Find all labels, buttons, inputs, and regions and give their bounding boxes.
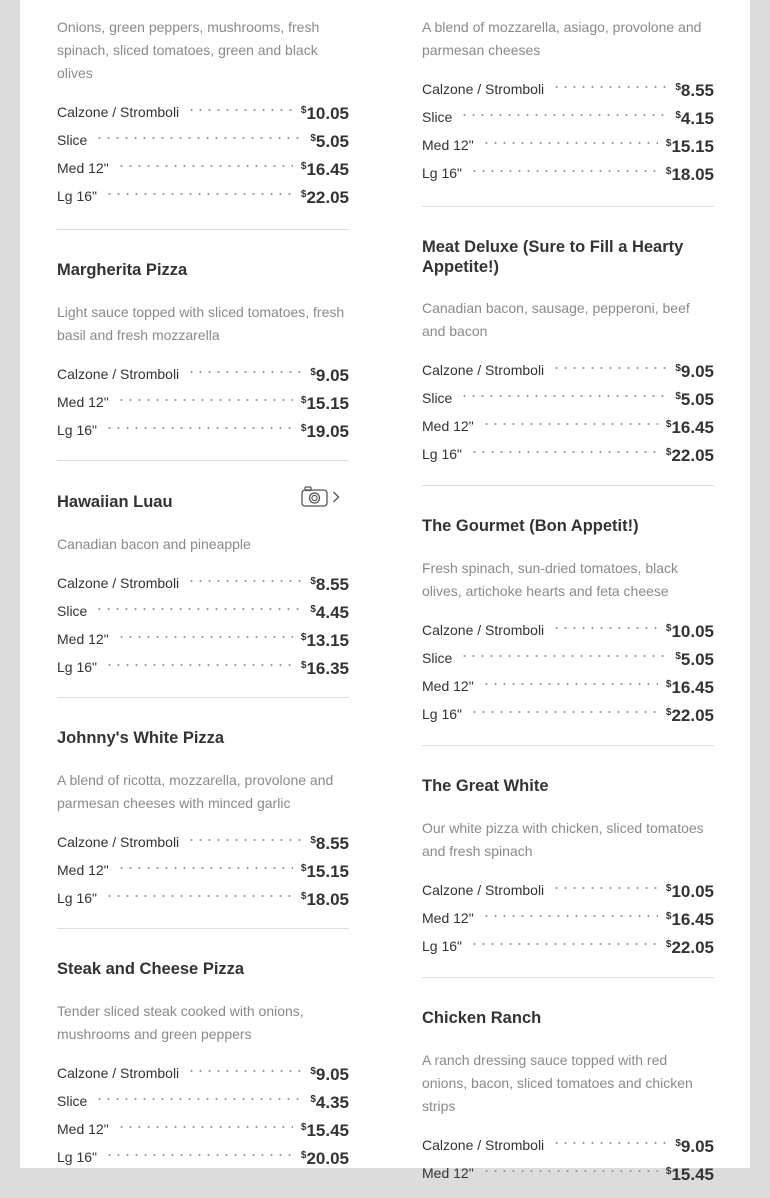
price-list [422,618,714,730]
price-amount: 8.55 [315,833,349,853]
price-row[interactable] [422,618,714,646]
price-row[interactable] [57,858,349,886]
price [310,830,349,855]
item-title: Johnny's White Pizza [57,729,225,747]
price-list [57,830,349,914]
size-label: Lg 16" [422,937,463,954]
price-row[interactable] [57,655,349,683]
price-row[interactable] [422,674,714,702]
size-label: Lg 16" [57,658,98,675]
currency-symbol: $ [665,910,672,922]
price-amount: 10.05 [671,621,714,641]
dot-leader [470,161,658,175]
price-amount: 9.05 [315,1064,349,1084]
price-amount: 5.05 [680,390,714,409]
price [675,77,714,102]
price [301,1117,349,1142]
price-row[interactable] [422,358,714,386]
camera-icon [301,486,328,507]
price-amount: 16.45 [671,909,714,929]
currency-symbol: $ [310,133,316,144]
dot-leader [460,105,667,119]
currency-symbol: $ [675,1137,681,1149]
dot-leader [105,886,293,900]
price [301,858,349,883]
currency-symbol: $ [300,890,307,902]
price-amount: 15.45 [306,1120,349,1140]
dot-leader [470,934,658,948]
size-label: Lg 16" [57,889,98,906]
dot-leader [105,1145,293,1159]
currency-symbol: $ [310,603,316,615]
item-title: The Great White [422,777,549,795]
size-label: Med 12" [57,160,109,176]
menu-item [57,698,349,929]
dot-leader [187,100,293,114]
dot-leader [482,133,658,147]
price-amount: 9.05 [680,1136,714,1156]
price [666,161,714,186]
price-amount: 8.55 [680,81,714,100]
currency-symbol: $ [675,82,681,93]
price-amount: 9.05 [315,365,349,385]
item-title-row [422,746,714,797]
currency-symbol: $ [300,394,307,406]
price-row[interactable] [422,934,714,962]
currency-symbol: $ [665,419,672,430]
price-row[interactable] [422,878,714,906]
item-title-row [422,207,714,277]
dot-leader [482,414,658,428]
price-row[interactable] [57,599,349,627]
currency-symbol: $ [665,678,672,690]
price-amount: 4.15 [680,109,714,128]
price-row[interactable] [57,128,349,156]
menu-item [422,978,714,1198]
price-amount: 10.05 [306,104,349,123]
dot-leader [187,1061,302,1075]
price-amount: 5.05 [315,132,349,151]
price-row[interactable] [422,646,714,674]
menu-item [57,230,349,461]
currency-symbol: $ [675,363,681,374]
dot-leader [482,674,658,688]
size-label: Lg 16" [422,705,463,722]
size-label: Calzone / Stromboli [57,574,180,591]
price-amount: 15.15 [306,861,349,881]
price-row[interactable] [57,100,349,128]
item-description: Fresh spinach, sun-dried tomatoes, black olives, artichoke hearts and feta cheese [422,559,679,599]
price [666,702,714,727]
price-row[interactable] [422,442,714,470]
currency-symbol: $ [665,138,672,149]
price-amount: 15.15 [306,393,349,413]
currency-symbol: $ [300,189,307,200]
price-row[interactable] [422,702,714,730]
dot-leader [460,646,667,660]
currency-symbol: $ [300,1149,307,1161]
price-amount: 8.55 [315,574,349,594]
dot-leader [105,418,293,432]
price-row[interactable] [422,1133,714,1161]
price-amount: 16.45 [671,677,714,697]
price-amount: 19.05 [306,421,349,441]
dot-leader [552,1133,667,1147]
size-label: Med 12" [57,1120,109,1137]
dot-leader [105,655,293,669]
item-title-row [422,486,714,537]
dot-leader [460,386,667,400]
price-row[interactable] [57,390,349,418]
dot-leader [117,627,293,641]
price-row[interactable] [57,1145,349,1173]
price [666,133,714,158]
currency-symbol: $ [675,110,681,121]
price-row[interactable] [422,906,714,934]
price [666,1161,714,1186]
dot-leader [470,442,658,456]
price [666,906,714,931]
size-label: Med 12" [57,630,109,647]
size-label: Calzone / Stromboli [422,81,545,97]
price [666,414,714,439]
size-label: Calzone / Stromboli [422,881,545,898]
item-title-row [57,230,349,281]
currency-symbol: $ [665,706,672,718]
price-amount: 16.45 [306,160,349,179]
price-list [422,358,714,470]
price-list [57,1061,349,1173]
price [675,1133,714,1158]
price-amount: 22.05 [671,446,714,465]
price [675,358,714,383]
currency-symbol: $ [665,622,672,634]
dot-leader [482,1161,658,1175]
item-title-row [57,929,349,980]
price [675,386,714,411]
price [666,674,714,699]
price-amount: 4.35 [315,1092,349,1112]
size-label: Slice [57,602,88,619]
price-row[interactable] [422,1161,714,1189]
size-label: Med 12" [57,861,109,878]
price-row[interactable] [57,886,349,914]
size-label: Slice [57,1092,88,1109]
dot-leader [552,618,658,632]
size-label: Calzone / Stromboli [57,365,180,382]
currency-symbol: $ [300,422,307,434]
price-row[interactable] [57,830,349,858]
item-description: Our white pizza with chicken, sliced tomatoes and fresh spinach [422,819,704,859]
item-description: A blend of mozzarella, asiago, provolone and parmesan cheeses [422,19,702,58]
price-row[interactable] [422,161,714,189]
price-row[interactable] [57,1061,349,1089]
currency-symbol: $ [665,882,672,894]
price-row[interactable] [422,386,714,414]
price [666,442,714,467]
menu-item [422,0,714,207]
price-row[interactable] [422,133,714,161]
price-amount: 13.15 [306,630,349,650]
price [310,571,349,596]
menu-column-right [422,0,714,1198]
dot-leader [105,184,293,198]
price [675,105,714,130]
price-amount: 10.05 [671,881,714,901]
dot-leader [470,702,658,716]
size-label: Med 12" [422,909,474,926]
currency-symbol: $ [310,366,316,378]
size-label: Med 12" [422,1164,474,1181]
price-list [57,362,349,446]
price [675,646,714,671]
currency-symbol: $ [310,1065,316,1077]
currency-symbol: $ [300,659,307,671]
price-amount: 16.35 [306,658,349,678]
menu-item [422,207,714,486]
item-description: Onions, green peppers, mushrooms, fresh spinach, sliced tomatoes, green and black olives [57,19,320,81]
price-amount: 22.05 [671,937,714,957]
price-amount: 20.05 [306,1148,349,1168]
dot-leader [187,830,302,844]
price-amount: 5.05 [680,649,714,669]
currency-symbol: $ [300,631,307,643]
currency-symbol: $ [300,1121,307,1133]
price-row[interactable] [57,1117,349,1145]
price-row[interactable] [57,184,349,212]
price [310,1061,349,1086]
size-label: Med 12" [422,137,474,153]
currency-symbol: $ [300,105,307,116]
size-label: Slice [422,390,453,406]
item-description: Light sauce topped with sliced tomatoes, fresh basil and fresh mozzarella [57,303,345,343]
size-label: Med 12" [57,393,109,410]
price-list [422,878,714,962]
dot-leader [95,128,302,142]
size-label: Med 12" [422,677,474,694]
price [301,1145,349,1170]
dot-leader [552,878,658,892]
price-list [57,571,349,683]
dot-leader [482,906,658,920]
item-description: Tender sliced steak cooked with onions, mushrooms and green peppers [57,1002,304,1042]
price-row[interactable] [422,414,714,442]
dot-leader [95,599,302,613]
price-list [422,1133,714,1189]
size-label: Med 12" [422,418,474,434]
price [310,362,349,387]
item-description: A ranch dressing sauce topped with red onions, bacon, sliced tomatoes and chicken strips [422,1051,693,1114]
size-label: Slice [422,649,453,666]
size-label: Lg 16" [422,446,463,462]
dot-leader [95,1089,302,1103]
price [310,1089,349,1114]
price-row[interactable] [422,105,714,133]
price-row[interactable] [57,418,349,446]
price [301,390,349,415]
item-title: Hawaiian Luau [57,493,173,511]
size-label: Calzone / Stromboli [422,621,545,638]
price [301,184,349,209]
item-title: Steak and Cheese Pizza [57,960,245,978]
dot-leader [187,362,302,376]
price [301,156,349,181]
size-label: Calzone / Stromboli [57,104,180,120]
price-row[interactable] [57,571,349,599]
menu-column-left [57,0,349,1172]
price-row[interactable] [57,156,349,184]
currency-symbol: $ [675,650,681,662]
price [310,128,349,153]
item-title: Meat Deluxe (Sure to Fill a Hearty Appetite!) [422,238,684,276]
price-row[interactable] [57,362,349,390]
menu-item [57,0,349,230]
currency-symbol: $ [310,1093,316,1105]
item-description: Canadian bacon and pineapple [57,535,251,552]
currency-symbol: $ [665,166,672,177]
price [301,100,349,125]
currency-symbol: $ [310,834,316,846]
price-row[interactable] [57,627,349,655]
price-amount: 4.45 [315,602,349,622]
view-photo-button[interactable] [301,486,340,507]
item-title: Margherita Pizza [57,261,188,279]
menu-item [422,746,714,978]
size-label: Lg 16" [57,1148,98,1165]
price-row[interactable] [422,77,714,105]
item-description: A blend of ricotta, mozzarella, provolone and parmesan cheeses with minced garlic [57,771,334,811]
dot-leader [117,858,293,872]
dot-leader [117,390,293,404]
dot-leader [552,77,667,91]
menu-item [57,929,349,1172]
currency-symbol: $ [675,391,681,402]
dot-leader [187,571,302,585]
price-list [57,100,349,212]
menu-item [422,486,714,746]
size-label: Lg 16" [57,421,98,438]
price-amount: 18.05 [671,165,714,184]
dot-leader [552,358,667,372]
price [310,599,349,624]
item-title-row [422,978,714,1029]
price-amount: 22.05 [306,188,349,207]
price-amount: 22.05 [671,705,714,725]
price-amount: 15.15 [671,137,714,156]
price [666,878,714,903]
price [301,627,349,652]
price-amount: 15.45 [671,1164,714,1184]
menu-item [57,461,349,698]
price [666,618,714,643]
size-label: Slice [422,109,453,125]
currency-symbol: $ [665,1165,672,1177]
size-label: Slice [57,132,88,148]
size-label: Lg 16" [57,188,98,204]
size-label: Calzone / Stromboli [422,362,545,378]
dot-leader [117,1117,293,1131]
item-title-row [57,461,349,513]
price [301,655,349,680]
price-amount: 9.05 [680,362,714,381]
price-row[interactable] [57,1089,349,1117]
size-label: Lg 16" [422,165,463,181]
item-title: Chicken Ranch [422,1009,542,1027]
price-amount: 16.45 [671,418,714,437]
price [301,886,349,911]
price-amount: 18.05 [306,889,349,909]
menu-page [20,0,750,1184]
price [666,934,714,959]
size-label: Calzone / Stromboli [422,1136,545,1153]
currency-symbol: $ [665,447,672,458]
currency-symbol: $ [300,161,307,172]
currency-symbol: $ [665,938,672,950]
currency-symbol: $ [310,575,316,587]
currency-symbol: $ [300,862,307,874]
item-title-row [57,698,349,749]
chevron-right-icon [332,491,340,503]
size-label: Calzone / Stromboli [57,833,180,850]
size-label: Calzone / Stromboli [57,1064,180,1081]
dot-leader [117,156,293,170]
item-description: Canadian bacon, sausage, pepperoni, beef and bacon [422,300,690,339]
item-title: The Gourmet (Bon Appetit!) [422,517,639,535]
price-list [422,77,714,189]
price [301,418,349,443]
